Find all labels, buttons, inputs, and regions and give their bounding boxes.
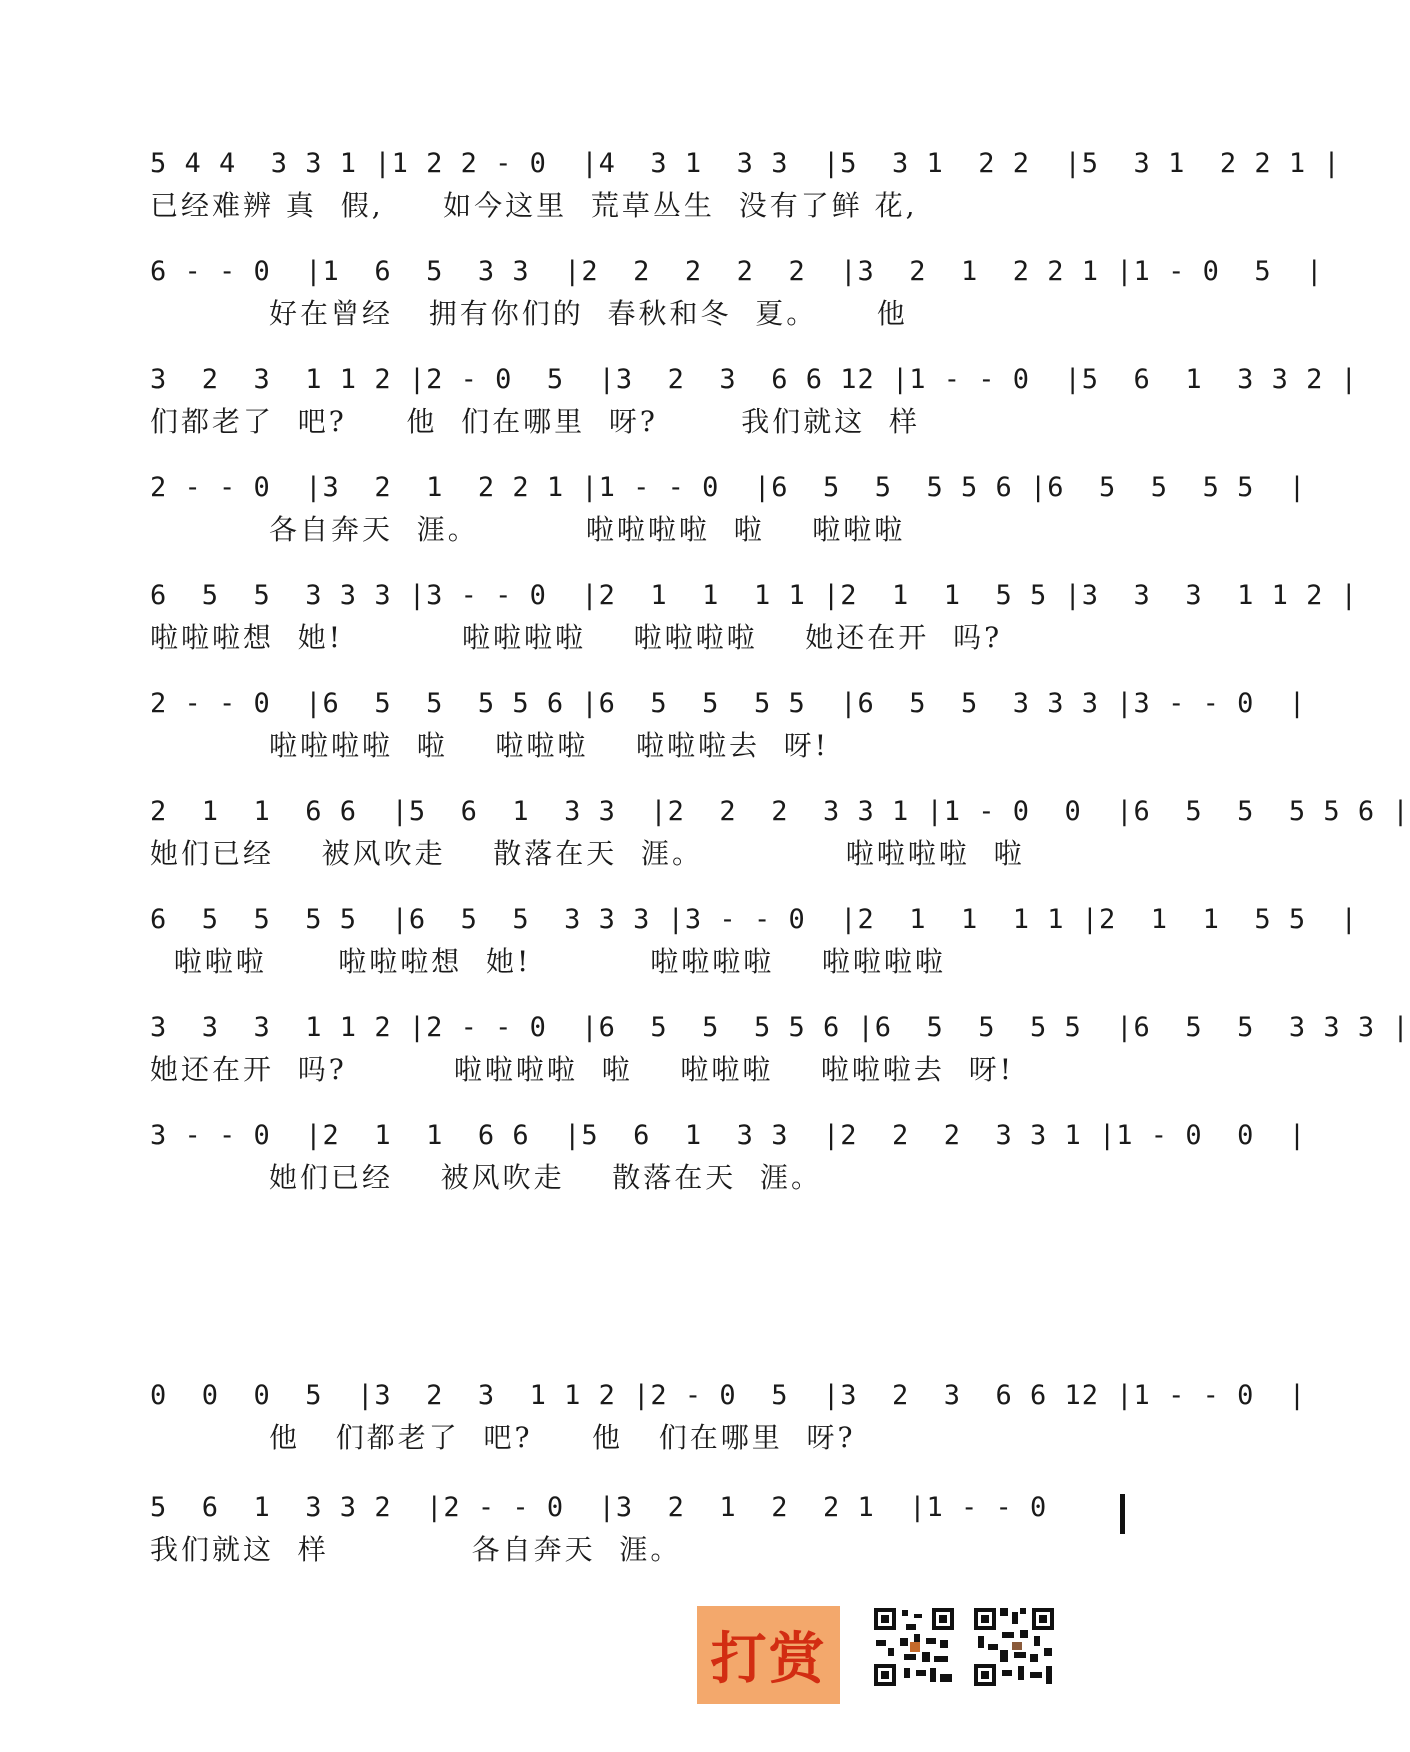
lyrics-line: 们都老了 吧? 他 们在哪里 呀? 我们就这 样 xyxy=(150,405,921,438)
notation-line: 2 - - 0 |3 2 1 2 2 1 |1 - - 0 |6 5 5 5 5 6 |6 5 5 5 5 | xyxy=(150,472,1307,503)
final-barline xyxy=(1120,1494,1125,1534)
lyrics-line: 我们就这 样 各自奔天 涯。 xyxy=(150,1533,682,1566)
lyrics-line: 啦啦啦啦 啦 啦啦啦 啦啦啦去 呀! xyxy=(150,729,830,762)
score-row-11 xyxy=(150,1380,1307,1490)
notation-line: 2 1 1 6 6 |5 6 1 3 3 |2 2 2 3 3 1 |1 - 0 0 |6 5 5 5 5 6 | xyxy=(150,796,1410,827)
lyrics-line: 她们已经 被风吹走 散落在天 涯。 啦啦啦啦 啦 xyxy=(150,837,1025,870)
score-row-5 xyxy=(150,580,1358,690)
reward-button[interactable] xyxy=(697,1606,840,1704)
lyrics-line: 已经难辨 真 假, 如今这里 荒草丛生 没有了鲜 花, xyxy=(150,189,918,222)
notation-line: 6 5 5 5 5 |6 5 5 3 3 3 |3 - - 0 |2 1 1 1 1 |2 1 1 5 5 | xyxy=(150,904,1358,935)
score-row-1 xyxy=(150,148,1341,258)
score-row-4 xyxy=(150,472,1307,582)
notation-line: 2 - - 0 |6 5 5 5 5 6 |6 5 5 5 5 |6 5 5 3 3 3 |3 - - 0 | xyxy=(150,688,1307,719)
score-row-6 xyxy=(150,688,1307,798)
score-row-7 xyxy=(150,796,1410,906)
score-row-10 xyxy=(150,1120,1307,1230)
score-row-9 xyxy=(150,1012,1410,1122)
lyrics-line: 他 们都老了 吧? 他 们在哪里 呀? xyxy=(150,1421,856,1454)
lyrics-line: 啦啦啦想 她! 啦啦啦啦 啦啦啦啦 她还在开 吗? xyxy=(150,621,1003,654)
notation-line: 5 4 4 3 3 1 |1 2 2 - 0 |4 3 1 3 3 |5 3 1 2 2 |5 3 1 2 2 1 | xyxy=(150,148,1341,179)
lyrics-line: 啦啦啦 啦啦啦想 她! 啦啦啦啦 啦啦啦啦 xyxy=(150,945,946,978)
lyrics-line: 她们已经 被风吹走 散落在天 涯。 xyxy=(150,1161,823,1194)
lyrics-line: 各自奔天 涯。 啦啦啦啦 啦 啦啦啦 xyxy=(150,513,906,546)
qr-code-icon xyxy=(870,1604,958,1690)
score-row-2 xyxy=(150,256,1324,366)
lyrics-line: 好在曾经 拥有你们的 春秋和冬 夏。 他 xyxy=(150,297,908,330)
notation-line: 6 - - 0 |1 6 5 3 3 |2 2 2 2 2 |3 2 1 2 2 1 |1 - 0 5 | xyxy=(150,256,1324,287)
notation-line: 5 6 1 3 3 2 |2 - - 0 |3 2 1 2 2 1 |1 - - 0 xyxy=(150,1492,1048,1523)
notation-line: 0 0 0 5 |3 2 3 1 1 2 |2 - 0 5 |3 2 3 6 6 12 |1 - - 0 | xyxy=(150,1380,1307,1411)
score-row-8 xyxy=(150,904,1358,1014)
notation-line: 3 - - 0 |2 1 1 6 6 |5 6 1 3 3 |2 2 2 3 3 1 |1 - 0 0 | xyxy=(150,1120,1307,1151)
qr-code-icon xyxy=(970,1604,1058,1690)
score-row-3 xyxy=(150,364,1358,474)
notation-line: 3 3 3 1 1 2 |2 - - 0 |6 5 5 5 5 6 |6 5 5 5 5 |6 5 5 3 3 3 | xyxy=(150,1012,1410,1043)
reward-label: 打赏 xyxy=(710,1627,827,1692)
score-row-12 xyxy=(150,1492,1130,1602)
notation-line: 3 2 3 1 1 2 |2 - 0 5 |3 2 3 6 6 12 |1 - - 0 |5 6 1 3 3 2 | xyxy=(150,364,1358,395)
lyrics-line: 她还在开 吗? 啦啦啦啦 啦 啦啦啦 啦啦啦去 呀! xyxy=(150,1053,1014,1086)
notation-line: 6 5 5 3 3 3 |3 - - 0 |2 1 1 1 1 |2 1 1 5 5 |3 3 3 1 1 2 | xyxy=(150,580,1358,611)
